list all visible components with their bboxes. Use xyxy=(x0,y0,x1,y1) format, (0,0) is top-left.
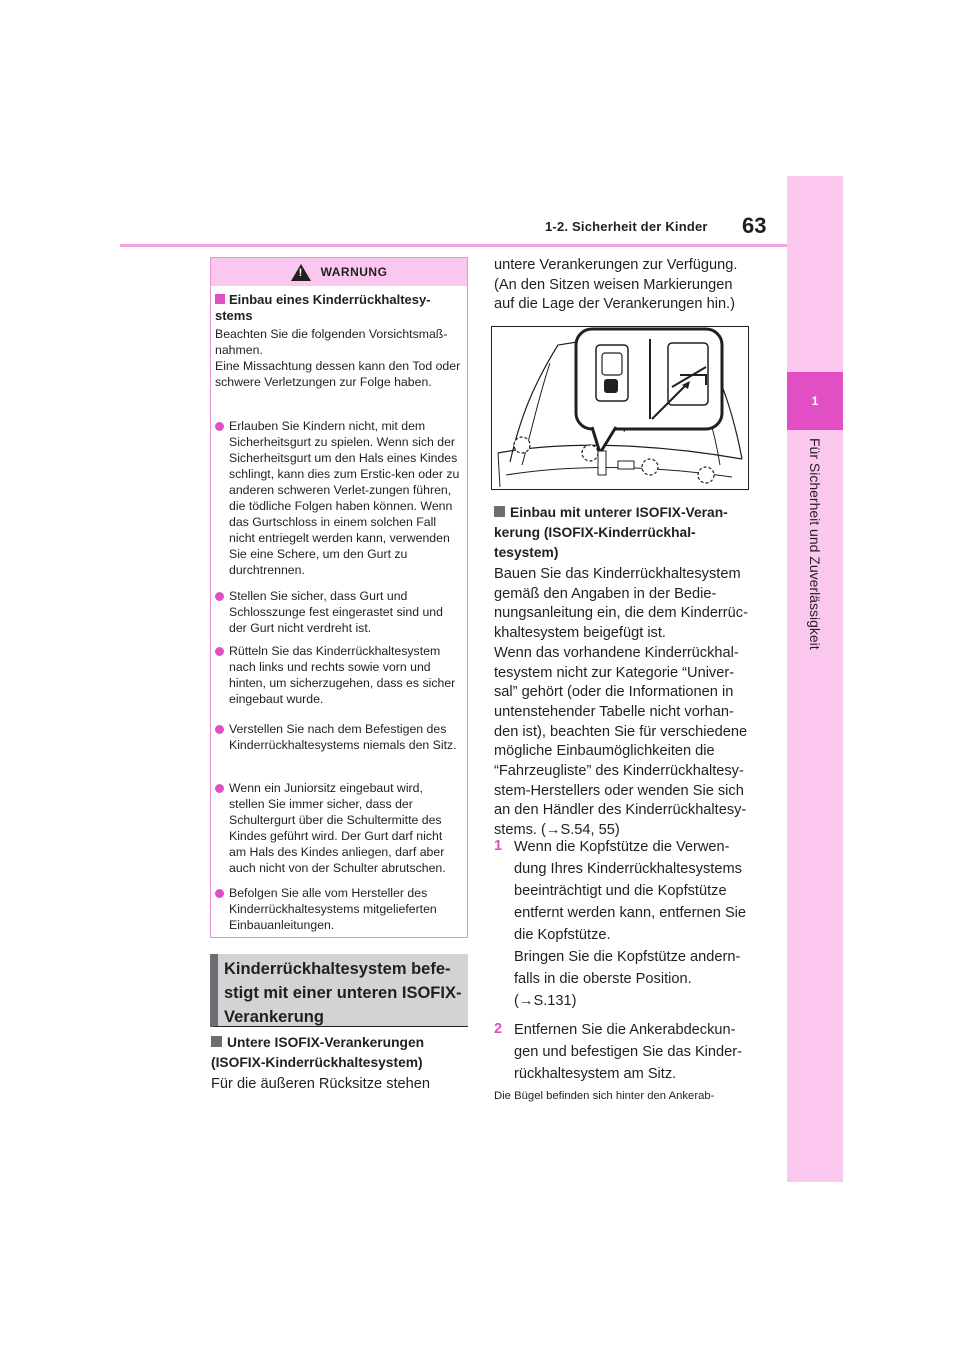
section-title: 1-2. Sicherheit der Kinder xyxy=(545,219,708,234)
bullet-dot-icon xyxy=(215,592,224,601)
warning-item-text: Verstellen Sie nach dem Befestigen des Kinderrückhaltesystems niemals den Sitz. xyxy=(229,722,457,752)
warning-item-text: Wenn ein Juniorsitz eingebaut wird, stellen Sie immer sicher, dass der Schultergurt über die Schultermitte des Kindes geführt wird. Der Gurt darf nicht am Hals des Kindes anliegen, darf aber auch nicht von der Schulter abrutschen. xyxy=(229,781,446,875)
chapter-number-tab: 1 xyxy=(787,372,843,430)
warning-subheading-text: Einbau eines Kinderrückhaltesy-stems xyxy=(215,292,431,323)
rear-seat-anchor-image xyxy=(492,327,748,489)
chapter-side-tab xyxy=(787,176,843,1182)
bullet-dot-icon xyxy=(215,784,224,793)
warning-item xyxy=(215,588,461,636)
chapter-label xyxy=(803,438,827,658)
page-number: 63 xyxy=(742,213,767,238)
warning-item-text: Rütteln Sie das Kinderrückhaltesystem nach links und rechts sowie vorn und hinten, um sicherzugehen, dass es sicher eingebaut wurde. xyxy=(229,644,456,706)
bullet-dot-icon xyxy=(215,647,224,656)
isofix-install-title: Einbau mit unterer ISOFIX-Veran-kerung (ISOFIX-Kinderrückhal-tesystem) xyxy=(494,505,728,560)
warning-item xyxy=(215,885,461,933)
bullet-dot-icon xyxy=(215,889,224,898)
isofix-install-subheading xyxy=(494,503,752,563)
warning-intro: Beachten Sie die folgenden Vorsichtsmaß-nahmen. Eine Missachtung dessen kann den Tod oder schwere Verletzungen zur Folge haben. xyxy=(215,327,461,389)
step-text: Wenn die Kopfstütze die Verwen-dung Ihres Kinderrückhaltesystems beeinträchtigt und die Kopfstütze entfernt werden kann, entfernen Sie die Kopfstütze. Bringen Sie die Kopfstütze andern-falls in die oberste Position. (→S.131) xyxy=(514,839,747,1009)
warning-item xyxy=(215,418,461,578)
section-heading: Kinderrückhaltesystem befe-stigt mit einer unteren ISOFIX-Verankerung xyxy=(224,960,462,1026)
warning-item-text: Erlauben Sie Kindern nicht, mit dem Sicherheitsgurt zu spielen. Wenn sich der Sicherheitsgurt um den Hals eines Kindes schlingt, kann dies zum Erstic-ken oder zu anderen schweren Verlet-zungen führen, die tödliche Folgen haben können. Wenn das Gurtschloss in einem solchen Fall nicht entriegelt werden kann, verwenden Sie eine Schere, um den Gurt zu durchtrennen. xyxy=(229,419,460,577)
isofix-anchors-subheading xyxy=(211,1033,469,1073)
step-number: 1 xyxy=(494,838,503,854)
warning-item xyxy=(215,780,461,876)
warning-triangle-icon xyxy=(291,264,311,281)
warning-item-text: Stellen Sie sicher, dass Gurt und Schlosszunge fest eingerastet sind und der Gurt nicht verdreht ist. xyxy=(229,589,443,635)
square-bullet-icon xyxy=(215,294,225,304)
warning-item xyxy=(215,643,461,707)
bullet-dot-icon xyxy=(215,725,224,734)
warning-subheading xyxy=(215,292,461,324)
body-text: untere Verankerungen zur Verfügung. (An den Sitzen weisen Markierungen auf die Lage der Verankerungen hin.) xyxy=(494,257,738,313)
header-rule xyxy=(120,244,787,247)
isofix-illustration xyxy=(491,326,749,490)
warning-title: WARNUNG xyxy=(320,265,388,279)
warning-item-text: Befolgen Sie alle vom Hersteller des Kinderrückhaltesystems mitgelieferten Einbauanleitungen. xyxy=(229,886,437,932)
footnote-text: Die Bügel befinden sich hinter den Ankerab- xyxy=(494,1090,715,1102)
bullet-dot-icon xyxy=(215,422,224,431)
square-bullet-icon xyxy=(211,1036,222,1047)
step-number: 2 xyxy=(494,1021,503,1037)
isofix-anchors-title: Untere ISOFIX-Verankerungen (ISOFIX-Kinderrückhaltesystem) xyxy=(211,1035,425,1070)
step-text: Entfernen Sie die Ankerabdeckun-gen und befestigen Sie das Kinder-rückhaltesystem am Sitz. xyxy=(514,1022,742,1082)
body-text: Für die äußeren Rücksitze stehen xyxy=(211,1076,431,1092)
warning-header xyxy=(211,258,467,286)
warning-item xyxy=(215,721,461,753)
install-instructions: Bauen Sie das Kinderrückhaltesystem gemäß den Angaben in der Bedie-nungsanleitung ein, die dem Kinderrüc-khaltesystem beigefügt ist. Wenn das vorhandene Kinderrückhal-tesystem nicht zur Kategorie “Univer-sal” gehört (oder die Informationen in untenstehender Tabelle nicht vorhan-den ist), beachten Sie für verschiedene mögliche Einbaumöglichkeiten die “Fahrzeugliste” des Kinderrückhaltesy-stem-Herstellers oder wenden Sie sich an den Händler des Kinderrückhaltesy-stems. (→S.54, 55) xyxy=(494,566,748,839)
chapter-label-text: Für Sicherheit und Zuverlässigkeit xyxy=(807,438,823,650)
square-bullet-icon xyxy=(494,506,505,517)
